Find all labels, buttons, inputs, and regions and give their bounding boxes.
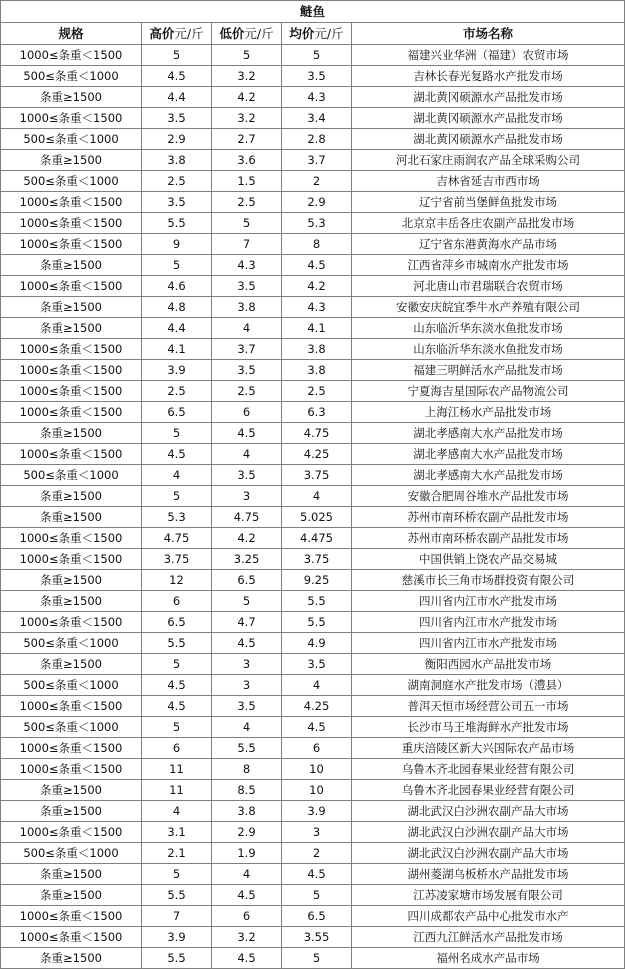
cell-avg-price: 6.3	[282, 402, 352, 423]
cell-high-price: 2.5	[142, 171, 212, 192]
table-row	[1, 843, 625, 864]
cell-avg-price: 10	[282, 780, 352, 801]
cell-avg-price: 4	[282, 486, 352, 507]
cell-high-price: 3.1	[142, 822, 212, 843]
cell-market-name: 吉林省延吉市西市场	[352, 171, 625, 192]
cell-market-name: 吉林长春光复路水产批发市场	[352, 66, 625, 87]
cell-high-price: 5.5	[142, 885, 212, 906]
cell-high-price: 4.8	[142, 297, 212, 318]
cell-avg-price: 4.25	[282, 444, 352, 465]
cell-market-name: 湖北武汉白沙洲农副产品大市场	[352, 801, 625, 822]
cell-high-price: 2.5	[142, 381, 212, 402]
cell-avg-price: 3.5	[282, 654, 352, 675]
cell-low-price: 1.9	[212, 843, 282, 864]
cell-spec: 1000≤条重＜1500	[1, 276, 142, 297]
cell-high-price: 5.5	[142, 213, 212, 234]
cell-low-price: 4.7	[212, 612, 282, 633]
cell-spec: 条重≥1500	[1, 423, 142, 444]
table-row	[1, 591, 625, 612]
cell-market-name: 河北唐山市君瑞联合农贸市场	[352, 276, 625, 297]
cell-avg-price: 5.5	[282, 612, 352, 633]
cell-spec: 1000≤条重＜1500	[1, 528, 142, 549]
cell-high-price: 3.9	[142, 360, 212, 381]
cell-low-price: 6.5	[212, 570, 282, 591]
cell-market-name: 山东临沂华东淡水鱼批发市场	[352, 318, 625, 339]
cell-avg-price: 6	[282, 738, 352, 759]
cell-spec: 500≤条重＜1000	[1, 633, 142, 654]
table-row	[1, 381, 625, 402]
cell-avg-price: 8	[282, 234, 352, 255]
cell-spec: 条重≥1500	[1, 801, 142, 822]
cell-high-price: 6.5	[142, 402, 212, 423]
cell-low-price: 3	[212, 675, 282, 696]
table-row	[1, 738, 625, 759]
table-row	[1, 717, 625, 738]
cell-low-price: 3.7	[212, 339, 282, 360]
cell-low-price: 3.25	[212, 549, 282, 570]
table-row	[1, 150, 625, 171]
cell-market-name: 湖北武汉白沙洲农副产品大市场	[352, 822, 625, 843]
cell-spec: 条重≥1500	[1, 150, 142, 171]
cell-avg-price: 4.3	[282, 87, 352, 108]
cell-spec: 条重≥1500	[1, 885, 142, 906]
cell-low-price: 4	[212, 444, 282, 465]
table-row	[1, 129, 625, 150]
cell-spec: 1000≤条重＜1500	[1, 402, 142, 423]
cell-high-price: 4.4	[142, 87, 212, 108]
cell-low-price: 3.2	[212, 108, 282, 129]
cell-high-price: 5.5	[142, 633, 212, 654]
cell-spec: 1000≤条重＜1500	[1, 927, 142, 948]
cell-avg-price: 4.1	[282, 318, 352, 339]
cell-avg-price: 3.4	[282, 108, 352, 129]
cell-spec: 条重≥1500	[1, 297, 142, 318]
cell-avg-price: 4.5	[282, 717, 352, 738]
table-row	[1, 948, 625, 969]
cell-market-name: 湖北黄冈硕源水产品批发市场	[352, 129, 625, 150]
table-row	[1, 612, 625, 633]
cell-high-price: 11	[142, 759, 212, 780]
cell-high-price: 3.75	[142, 549, 212, 570]
table-row	[1, 213, 625, 234]
cell-market-name: 安徽合肥周谷堆水产品批发市场	[352, 486, 625, 507]
cell-high-price: 4.5	[142, 444, 212, 465]
cell-high-price: 6.5	[142, 612, 212, 633]
cell-high-price: 5.5	[142, 948, 212, 969]
cell-low-price: 3.8	[212, 297, 282, 318]
cell-market-name: 湖南洞庭水产批发市场（澧县）	[352, 675, 625, 696]
cell-high-price: 5	[142, 423, 212, 444]
cell-low-price: 3.2	[212, 66, 282, 87]
cell-market-name: 江西省萍乡市城南水产批发市场	[352, 255, 625, 276]
header-spec: 规格	[1, 23, 142, 45]
cell-low-price: 3.8	[212, 801, 282, 822]
table-row	[1, 633, 625, 654]
cell-low-price: 5	[212, 213, 282, 234]
table-row	[1, 801, 625, 822]
cell-market-name: 苏州市南环桥农副产品批发市场	[352, 528, 625, 549]
cell-low-price: 2.5	[212, 381, 282, 402]
cell-avg-price: 4.75	[282, 423, 352, 444]
cell-high-price: 5	[142, 654, 212, 675]
cell-avg-price: 5.025	[282, 507, 352, 528]
cell-market-name: 四川成都农产品中心批发市水产	[352, 906, 625, 927]
cell-spec: 1000≤条重＜1500	[1, 444, 142, 465]
cell-spec: 1000≤条重＜1500	[1, 192, 142, 213]
cell-market-name: 四川省内江市水产批发市场	[352, 591, 625, 612]
cell-market-name: 慈溪市长三角市场群投资有限公司	[352, 570, 625, 591]
cell-low-price: 5	[212, 591, 282, 612]
cell-spec: 1000≤条重＜1500	[1, 108, 142, 129]
cell-market-name: 河北石家庄雨润农产品全球采购公司	[352, 150, 625, 171]
cell-market-name: 辽宁省东港黄海水产品市场	[352, 234, 625, 255]
table-row	[1, 402, 625, 423]
cell-spec: 条重≥1500	[1, 318, 142, 339]
cell-low-price: 4.5	[212, 423, 282, 444]
table-row	[1, 255, 625, 276]
table-row	[1, 108, 625, 129]
table-row	[1, 318, 625, 339]
cell-low-price: 2.5	[212, 192, 282, 213]
cell-low-price: 4	[212, 318, 282, 339]
cell-high-price: 4.5	[142, 66, 212, 87]
cell-high-price: 3.9	[142, 927, 212, 948]
cell-low-price: 3.5	[212, 696, 282, 717]
table-row	[1, 45, 625, 66]
cell-spec: 500≤条重＜1000	[1, 66, 142, 87]
cell-market-name: 福建三明鲜活水产品批发市场	[352, 360, 625, 381]
cell-market-name: 普洱天恒市场经营公司五一市场	[352, 696, 625, 717]
cell-low-price: 3.5	[212, 465, 282, 486]
table-row	[1, 66, 625, 87]
cell-market-name: 长沙市马王堆海鲜水产批发市场	[352, 717, 625, 738]
cell-avg-price: 4.25	[282, 696, 352, 717]
cell-avg-price: 5.3	[282, 213, 352, 234]
cell-spec: 500≤条重＜1000	[1, 843, 142, 864]
cell-low-price: 4.5	[212, 633, 282, 654]
cell-high-price: 2.9	[142, 129, 212, 150]
cell-market-name: 上海江杨水产品批发市场	[352, 402, 625, 423]
cell-high-price: 4.1	[142, 339, 212, 360]
table-row	[1, 759, 625, 780]
cell-high-price: 11	[142, 780, 212, 801]
cell-market-name: 辽宁省前当堡鲜鱼批发市场	[352, 192, 625, 213]
cell-high-price: 3.8	[142, 150, 212, 171]
cell-high-price: 6	[142, 591, 212, 612]
cell-high-price: 4.5	[142, 696, 212, 717]
cell-spec: 条重≥1500	[1, 507, 142, 528]
cell-low-price: 3.2	[212, 927, 282, 948]
table-row	[1, 360, 625, 381]
cell-spec: 条重≥1500	[1, 570, 142, 591]
cell-avg-price: 5	[282, 885, 352, 906]
cell-market-name: 四川省内江市水产批发市场	[352, 633, 625, 654]
table-title: 鲢鱼	[1, 1, 625, 23]
header-low-price: 低价元/斤	[212, 23, 282, 45]
table-row	[1, 927, 625, 948]
cell-avg-price: 3.8	[282, 339, 352, 360]
cell-high-price: 9	[142, 234, 212, 255]
cell-high-price: 12	[142, 570, 212, 591]
table-row	[1, 864, 625, 885]
cell-market-name: 湖北孝感南大水产品批发市场	[352, 423, 625, 444]
cell-market-name: 苏州市南环桥农副产品批发市场	[352, 507, 625, 528]
cell-low-price: 3	[212, 654, 282, 675]
cell-market-name: 重庆涪陵区新大兴国际农产品市场	[352, 738, 625, 759]
cell-market-name: 安徽安庆皖宜季牛水产养殖有限公司	[352, 297, 625, 318]
table-row	[1, 696, 625, 717]
cell-avg-price: 3.75	[282, 465, 352, 486]
cell-low-price: 6	[212, 402, 282, 423]
cell-avg-price: 3	[282, 822, 352, 843]
cell-spec: 条重≥1500	[1, 780, 142, 801]
cell-high-price: 5	[142, 864, 212, 885]
cell-avg-price: 5	[282, 948, 352, 969]
cell-avg-price: 5.5	[282, 591, 352, 612]
cell-spec: 1000≤条重＜1500	[1, 696, 142, 717]
cell-low-price: 4.2	[212, 528, 282, 549]
cell-low-price: 5.5	[212, 738, 282, 759]
cell-avg-price: 4	[282, 675, 352, 696]
cell-spec: 1000≤条重＜1500	[1, 213, 142, 234]
cell-low-price: 4.2	[212, 87, 282, 108]
cell-market-name: 湖州菱湖乌板桥水产品批发市场	[352, 864, 625, 885]
cell-spec: 1000≤条重＜1500	[1, 822, 142, 843]
cell-avg-price: 2.5	[282, 381, 352, 402]
cell-spec: 1000≤条重＜1500	[1, 45, 142, 66]
cell-high-price: 6	[142, 738, 212, 759]
table-row	[1, 570, 625, 591]
table-row	[1, 339, 625, 360]
cell-spec: 500≤条重＜1000	[1, 129, 142, 150]
header-market-name: 市场名称	[352, 23, 625, 45]
cell-low-price: 4	[212, 717, 282, 738]
table-row	[1, 885, 625, 906]
cell-spec: 条重≥1500	[1, 654, 142, 675]
header-row	[1, 23, 625, 45]
cell-spec: 1000≤条重＜1500	[1, 738, 142, 759]
cell-high-price: 5.3	[142, 507, 212, 528]
cell-high-price: 4.6	[142, 276, 212, 297]
cell-market-name: 湖北武汉白沙洲农副产品大市场	[352, 843, 625, 864]
cell-market-name: 福州名成水产品市场	[352, 948, 625, 969]
cell-avg-price: 4.5	[282, 255, 352, 276]
cell-avg-price: 3.5	[282, 66, 352, 87]
cell-avg-price: 5	[282, 45, 352, 66]
cell-avg-price: 3.75	[282, 549, 352, 570]
cell-market-name: 福建兴业华洲（福建）农贸市场	[352, 45, 625, 66]
table-row	[1, 528, 625, 549]
table-row	[1, 822, 625, 843]
cell-market-name: 湖北孝感南大水产品批发市场	[352, 444, 625, 465]
cell-avg-price: 3.8	[282, 360, 352, 381]
cell-low-price: 8	[212, 759, 282, 780]
cell-market-name: 江苏凌家塘市场发展有限公司	[352, 885, 625, 906]
cell-avg-price: 2	[282, 843, 352, 864]
cell-low-price: 3.5	[212, 276, 282, 297]
cell-market-name: 山东临沂华东淡水鱼批发市场	[352, 339, 625, 360]
cell-avg-price: 9.25	[282, 570, 352, 591]
cell-spec: 条重≥1500	[1, 864, 142, 885]
cell-low-price: 3	[212, 486, 282, 507]
cell-high-price: 5	[142, 717, 212, 738]
cell-avg-price: 6.5	[282, 906, 352, 927]
cell-avg-price: 4.3	[282, 297, 352, 318]
table-row	[1, 507, 625, 528]
cell-low-price: 4.75	[212, 507, 282, 528]
cell-high-price: 4	[142, 801, 212, 822]
cell-low-price: 8.5	[212, 780, 282, 801]
cell-spec: 1000≤条重＜1500	[1, 759, 142, 780]
cell-avg-price: 3.9	[282, 801, 352, 822]
table-row	[1, 654, 625, 675]
cell-spec: 1000≤条重＜1500	[1, 381, 142, 402]
table-row	[1, 780, 625, 801]
cell-low-price: 2.9	[212, 822, 282, 843]
table-row	[1, 234, 625, 255]
cell-avg-price: 4.475	[282, 528, 352, 549]
cell-market-name: 北京京丰岳各庄农副产品批发市场	[352, 213, 625, 234]
cell-high-price: 4.4	[142, 318, 212, 339]
cell-market-name: 湖北黄冈硕源水产品批发市场	[352, 87, 625, 108]
table-row	[1, 423, 625, 444]
cell-low-price: 5	[212, 45, 282, 66]
table-row	[1, 906, 625, 927]
header-high-price: 高价元/斤	[142, 23, 212, 45]
table-row	[1, 465, 625, 486]
header-avg-price: 均价元/斤	[282, 23, 352, 45]
cell-low-price: 4.5	[212, 948, 282, 969]
cell-low-price: 7	[212, 234, 282, 255]
cell-market-name: 湖北黄冈硕源水产品批发市场	[352, 108, 625, 129]
cell-high-price: 5	[142, 486, 212, 507]
title-row	[1, 1, 625, 23]
cell-spec: 500≤条重＜1000	[1, 465, 142, 486]
table-row	[1, 192, 625, 213]
cell-market-name: 湖北孝感南大水产品批发市场	[352, 465, 625, 486]
cell-market-name: 江西九江鲜活水产品批发市场	[352, 927, 625, 948]
cell-spec: 1000≤条重＜1500	[1, 360, 142, 381]
cell-avg-price: 4.5	[282, 864, 352, 885]
cell-spec: 条重≥1500	[1, 255, 142, 276]
cell-avg-price: 3.7	[282, 150, 352, 171]
cell-avg-price: 2.8	[282, 129, 352, 150]
cell-spec: 1000≤条重＜1500	[1, 906, 142, 927]
cell-high-price: 5	[142, 45, 212, 66]
cell-low-price: 1.5	[212, 171, 282, 192]
cell-avg-price: 3.55	[282, 927, 352, 948]
cell-spec: 500≤条重＜1000	[1, 717, 142, 738]
cell-market-name: 乌鲁木齐北园春果业经营有限公司	[352, 780, 625, 801]
cell-high-price: 3.5	[142, 108, 212, 129]
cell-spec: 条重≥1500	[1, 486, 142, 507]
table-row	[1, 297, 625, 318]
cell-high-price: 7	[142, 906, 212, 927]
table-row	[1, 549, 625, 570]
table-row	[1, 675, 625, 696]
table-row	[1, 171, 625, 192]
cell-low-price: 3.5	[212, 360, 282, 381]
table-row	[1, 444, 625, 465]
cell-high-price: 2.1	[142, 843, 212, 864]
cell-avg-price: 4.9	[282, 633, 352, 654]
table-row	[1, 276, 625, 297]
table-row	[1, 486, 625, 507]
cell-avg-price: 2.9	[282, 192, 352, 213]
cell-spec: 1000≤条重＜1500	[1, 339, 142, 360]
cell-high-price: 3.5	[142, 192, 212, 213]
cell-low-price: 3.6	[212, 150, 282, 171]
cell-low-price: 4.5	[212, 885, 282, 906]
cell-low-price: 6	[212, 906, 282, 927]
cell-low-price: 4.3	[212, 255, 282, 276]
cell-spec: 1000≤条重＜1500	[1, 612, 142, 633]
cell-high-price: 4	[142, 465, 212, 486]
table-row	[1, 87, 625, 108]
cell-spec: 500≤条重＜1000	[1, 171, 142, 192]
cell-high-price: 4.5	[142, 675, 212, 696]
cell-high-price: 5	[142, 255, 212, 276]
cell-market-name: 乌鲁木齐北园春果业经营有限公司	[352, 759, 625, 780]
cell-market-name: 四川省内江市水产批发市场	[352, 612, 625, 633]
cell-spec: 条重≥1500	[1, 591, 142, 612]
cell-spec: 条重≥1500	[1, 87, 142, 108]
cell-avg-price: 10	[282, 759, 352, 780]
cell-high-price: 4.75	[142, 528, 212, 549]
cell-low-price: 4	[212, 864, 282, 885]
cell-spec: 条重≥1500	[1, 948, 142, 969]
cell-low-price: 2.7	[212, 129, 282, 150]
cell-market-name: 宁夏海吉星国际农产品物流公司	[352, 381, 625, 402]
cell-market-name: 中国供销上饶农产品交易城	[352, 549, 625, 570]
cell-avg-price: 4.2	[282, 276, 352, 297]
cell-spec: 1000≤条重＜1500	[1, 549, 142, 570]
cell-market-name: 衡阳西园水产品批发市场	[352, 654, 625, 675]
cell-spec: 1000≤条重＜1500	[1, 234, 142, 255]
cell-avg-price: 2	[282, 171, 352, 192]
cell-spec: 500≤条重＜1000	[1, 675, 142, 696]
